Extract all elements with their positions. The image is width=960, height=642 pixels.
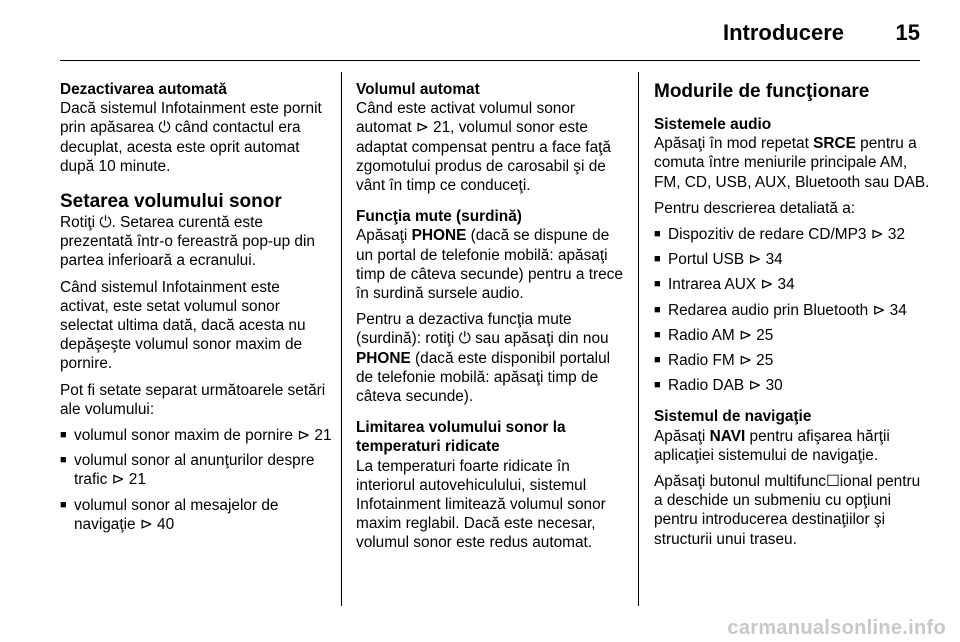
subheading-volume-limit: Limitarea volumului sonor la temperaturi ridicate	[356, 419, 566, 456]
text-run: (dacă se dispune de un portal de telefonie mobilă: apăsaţi timp de câteva secunde) pentru a trece în surdină sursele audio.	[356, 227, 623, 303]
paragraph-volume-3: Pot fi setate separat următoarele setări ale volumului:	[60, 381, 326, 418]
list-item: ■ Radio AM ⊳ 25	[654, 326, 930, 345]
column-divider-2	[638, 72, 639, 606]
list-item: ■ volumul sonor al mesajelor de navigaţie ⊳ 40	[60, 496, 332, 534]
subheading-navigation: Sistemul de navigaţie	[654, 408, 812, 426]
text-run: Pentru a dezactiva funcţia mute (surdină): rotiţi ⏻ sau apăsaţi din nou	[356, 311, 609, 348]
column-divider-1	[341, 72, 342, 606]
text-run: Apăsaţi	[356, 227, 412, 245]
list-item: ■ Radio FM ⊳ 25	[654, 351, 930, 370]
paragraph-mute-2	[356, 310, 628, 406]
keyword-phone: PHONE	[411, 227, 467, 245]
subheading-mute: Funcţia mute (surdină)	[356, 208, 522, 226]
page-header	[60, 14, 920, 58]
paragraph-auto-volume: Când este activat volumul sonor automat ⊳ 21, volumul sonor este adaptat compensat pentru a face faţă zgomotului produs de carosabil şi de vânt în timp ce conduceţi.	[356, 100, 611, 195]
list-item: ■ Radio DAB ⊳ 30	[654, 376, 930, 395]
keyword-srce: SRCE	[813, 135, 856, 153]
column-2	[356, 80, 628, 560]
list-item: ■ Dispozitiv de redare CD/MP3 ⊳ 32	[654, 225, 930, 244]
paragraph-volume-1: Rotiţi ⏻. Setarea curentă este prezentată într-o fereastră pop-up din partea inferioară a ecranului.	[60, 214, 315, 270]
paragraph-volume-limit: La temperaturi foarte ridicate în interiorul autovehiculului, sistemul Infotainment limitează volumul sonor maxim reglabil. Dacă este necesar, volumul sonor este redus automat.	[356, 457, 606, 552]
keyword-phone: PHONE	[356, 349, 411, 367]
keyword-navi: NAVI	[709, 427, 746, 445]
subheading-auto-off: Dezactivarea automată	[60, 81, 227, 98]
column-1	[60, 80, 332, 541]
text-run: Apăsaţi în mod repetat	[654, 135, 814, 153]
paragraph-volume-2: Când sistemul Infotainment este activat, este setat volumul sonor selectat ultima dată, dacă acesta nu depăşeşte volumul sonor maxim de pornire.	[60, 278, 306, 373]
heading-operating-modes: Modurile de funcţionare	[654, 81, 870, 102]
subheading-auto-volume: Volumul automat	[356, 81, 480, 98]
paragraph-nav-2: Apăsaţi butonul multifunc☐ional pentru a deschide un submeniu cu opţiuni pentru introducerea destinaţiilor şi structurii unui traseu.	[654, 473, 921, 548]
heading-volume-setting: Setarea volumului sonor	[60, 191, 282, 213]
subheading-audio-systems: Sistemele audio	[654, 116, 772, 133]
paragraph-mute-1	[356, 226, 628, 303]
list-item: ■ Portul USB ⊳ 34	[654, 250, 930, 269]
list-item: ■ volumul sonor al anunţurilor despre trafic ⊳ 21	[60, 451, 332, 489]
text-run: Apăsaţi	[654, 427, 710, 445]
text-run: pentru a comuta între meniurile principale AM, FM, CD, USB, AUX, Bluetooth sau DAB.	[654, 135, 930, 191]
list-item: ■ Intrarea AUX ⊳ 34	[654, 275, 930, 294]
watermark: carmanualsonline.info	[727, 617, 946, 639]
list-item: ■ volumul sonor maxim de pornire ⊳ 21	[60, 426, 332, 445]
volume-settings-list	[60, 426, 332, 534]
audio-sources-list	[654, 225, 930, 395]
chapter-title: Introducere	[722, 20, 844, 45]
paragraph-auto-off: Dacă sistemul Infotainment este pornit prin apăsarea ⏻ când contactul era decuplat, acesta este oprit automat după 10 minute.	[60, 100, 322, 175]
column-3	[654, 80, 930, 556]
list-item: ■ Redarea audio prin Bluetooth ⊳ 34	[654, 301, 930, 320]
text-run: (dacă este disponibil portalul de telefonie mobilă: apăsaţi timp de câteva secunde).	[356, 349, 611, 406]
paragraph-nav-1	[654, 427, 930, 465]
text-run: pentru afişarea hărţii aplicaţiei sistemului de navigaţie.	[654, 427, 890, 464]
header-rule	[60, 60, 920, 61]
paragraph-audio	[654, 134, 930, 192]
page-number: 15	[895, 20, 920, 45]
paragraph-detail: Pentru descrierea detaliată a:	[654, 199, 856, 217]
